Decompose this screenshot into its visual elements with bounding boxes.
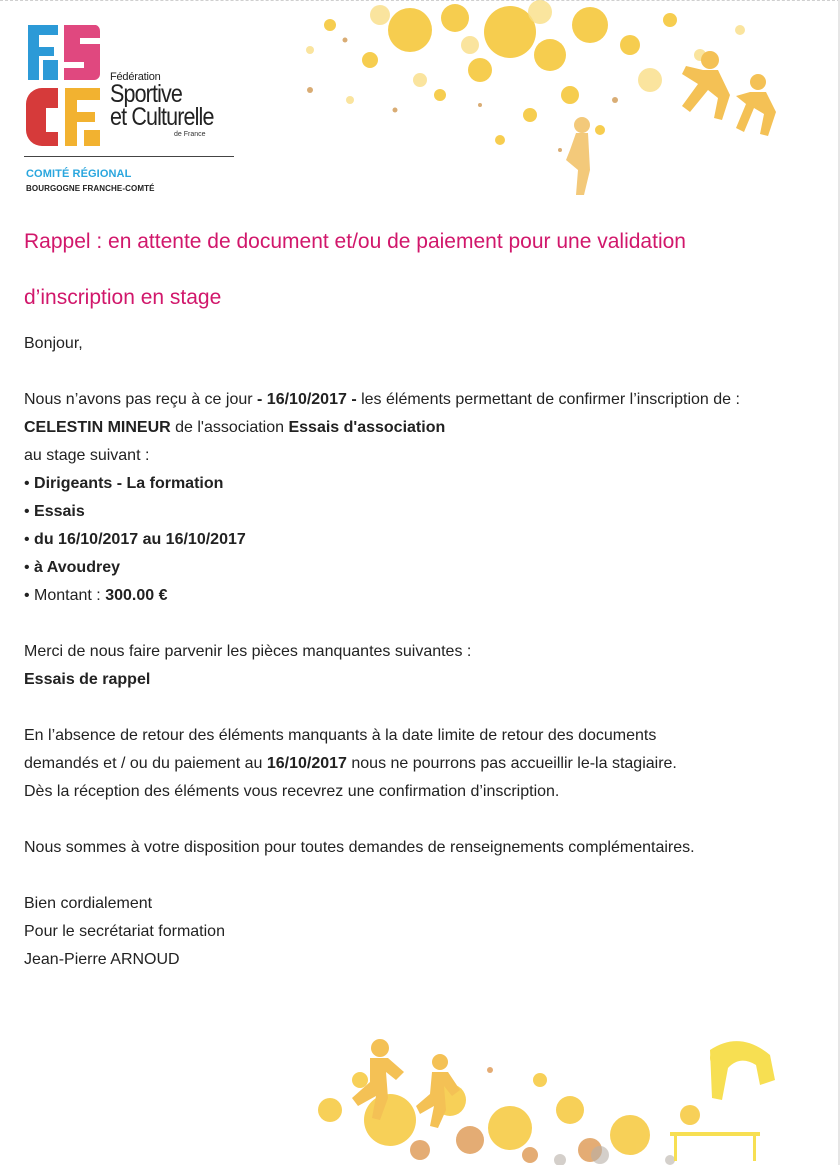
logo-region: BOURGOGNE FRANCHE-COMTÉ — [26, 184, 155, 193]
logo-sportive: Sportive — [110, 80, 182, 108]
email-body — [24, 228, 824, 974]
closing-signature: Jean-Pierre ARNOUD — [24, 951, 180, 968]
stage-item-label: Dirigeants - La formation — [34, 475, 224, 492]
absence-line-1: En l’absence de retour des éléments manquants à la date limite de retour des documents — [24, 727, 657, 744]
missing-item-label: Essais de rappel — [24, 671, 151, 688]
participant-of-association: de l'association — [170, 419, 289, 436]
logo-comite: COMITÉ RÉGIONAL — [26, 168, 132, 180]
stage-item — [24, 554, 824, 582]
missing-intro: Merci de nous faire parvenir les pièces manquantes suivantes : — [24, 643, 472, 660]
footer-splash-decoration-icon — [270, 1010, 836, 1165]
email-header — [0, 0, 838, 210]
stage-item-label: à Avoudrey — [34, 559, 120, 576]
absence-text-end: nous ne pourrons pas accueillir le-la stagiaire. — [346, 755, 677, 772]
logo-divider — [24, 156, 234, 157]
intro-text-after: les éléments permettant de confirmer l’inscription de : — [356, 391, 740, 408]
absence-text: demandés et / ou du paiement au — [24, 755, 267, 772]
intro-date-prefix: - — [252, 391, 267, 408]
fscf-logo-mark-icon — [24, 22, 104, 147]
stage-item — [24, 526, 824, 554]
logo-de-france: de France — [174, 131, 206, 138]
absence-line-2 — [24, 750, 824, 778]
email-title-line-2: d’inscription en stage — [24, 286, 222, 309]
stage-intro: au stage suivant : — [24, 447, 150, 464]
participant-line — [24, 414, 824, 442]
amount-value: 300.00 € — [105, 587, 168, 604]
logo-federation: Fédération — [110, 71, 161, 83]
amount-label: Montant : — [34, 587, 106, 604]
bullet: • — [24, 559, 35, 576]
email-title-line-1: Rappel : en attente de document et/ou de paiement pour une validation — [24, 230, 686, 253]
absence-line-3: Dès la réception des éléments vous recevrez une confirmation d’inscription. — [24, 783, 560, 800]
stage-item-label: Essais — [34, 503, 85, 520]
amount-line — [24, 582, 824, 610]
absence-date: 16/10/2017 — [266, 755, 347, 772]
closing-role: Pour le secrétariat formation — [24, 923, 225, 940]
bullet: • — [24, 587, 35, 604]
bullet: • — [24, 475, 35, 492]
intro-paragraph — [24, 386, 824, 414]
closing-regards: Bien cordialement — [24, 895, 153, 912]
missing-item — [24, 666, 824, 694]
intro-date: 16/10/2017 - — [266, 391, 357, 408]
logo-culturelle: et Culturelle — [110, 103, 214, 131]
participant-association: Essais d'association — [288, 419, 446, 436]
intro-text-before: Nous n’avons pas reçu à ce jour — [24, 391, 253, 408]
participant-name: CELESTIN MINEUR — [24, 419, 171, 436]
bullet: • — [24, 503, 35, 520]
stage-item — [24, 470, 824, 498]
stage-item — [24, 498, 824, 526]
stage-item-label: du 16/10/2017 au 16/10/2017 — [34, 531, 246, 548]
greeting: Bonjour, — [24, 335, 83, 352]
header-splash-decoration-icon — [270, 0, 836, 205]
availability-line: Nous sommes à votre disposition pour toutes demandes de renseignements complémentaires. — [24, 839, 695, 856]
fscf-logo — [24, 22, 244, 202]
bullet: • — [24, 531, 35, 548]
